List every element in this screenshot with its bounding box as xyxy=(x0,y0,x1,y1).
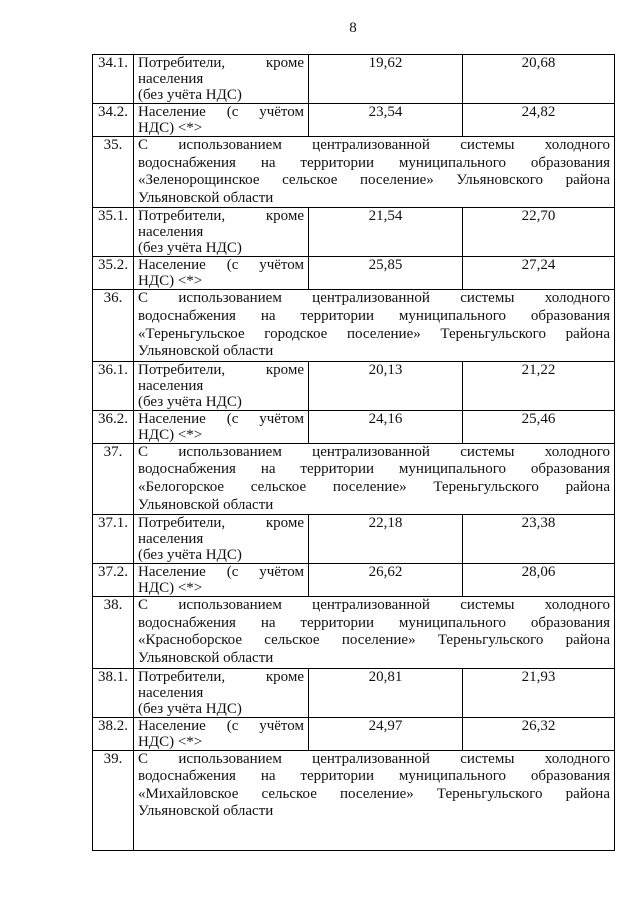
description-line: С использованием централизованной системы холодного xyxy=(138,750,610,767)
description-line: водоснабжения на территории муниципального образования xyxy=(138,307,610,324)
tariff-value-2: 23,38 xyxy=(463,515,615,564)
table-row xyxy=(93,668,615,717)
description-line: Потребители, кроме xyxy=(138,361,304,378)
description-line: «Белогорское сельское поселение» Тереньгульского района xyxy=(138,478,610,495)
description-line: (без учёта НДС) xyxy=(138,700,242,717)
tariff-value-1: 25,85 xyxy=(309,257,463,290)
description-line: НДС) <*> xyxy=(138,733,203,750)
description-line: С использованием централизованной системы холодного xyxy=(138,597,610,614)
section-description xyxy=(134,443,615,514)
description-line: населения xyxy=(138,684,204,701)
description-line: Потребители, кроме xyxy=(138,668,304,685)
description-line: Ульяновской области xyxy=(138,343,274,360)
description-line: Население (с учётом xyxy=(138,257,304,274)
table-row xyxy=(93,717,615,750)
row-number: 37.1. xyxy=(93,515,134,564)
row-description xyxy=(134,55,309,104)
row-number: 36.1. xyxy=(93,361,134,410)
description-line: Население (с учётом xyxy=(138,564,304,581)
tariff-value-2: 28,06 xyxy=(463,564,615,597)
table-row xyxy=(93,208,615,257)
row-description xyxy=(134,208,309,257)
row-description xyxy=(134,257,309,290)
description-line: населения xyxy=(138,531,204,548)
section-number: 36. xyxy=(93,290,134,361)
description-line: Население (с учётом xyxy=(138,104,304,120)
description-line: НДС) <*> xyxy=(138,273,203,290)
description-line: водоснабжения на территории муниципального образования xyxy=(138,154,610,171)
tariff-value-1: 21,54 xyxy=(309,208,463,257)
description-line: населения xyxy=(138,71,204,87)
row-description xyxy=(134,717,309,750)
tariff-value-2: 21,93 xyxy=(463,668,615,717)
tariff-value-2: 27,24 xyxy=(463,257,615,290)
description-line: (без учёта НДС) xyxy=(138,240,242,257)
description-line: Ульяновской области xyxy=(138,496,274,513)
tariff-value-1: 20,13 xyxy=(309,361,463,410)
row-description xyxy=(134,515,309,564)
row-description xyxy=(134,104,309,137)
table-row xyxy=(93,55,615,104)
tariff-value-1: 22,18 xyxy=(309,515,463,564)
row-number: 38.2. xyxy=(93,717,134,750)
description-line: (без учёта НДС) xyxy=(138,393,242,410)
description-line: Ульяновской области xyxy=(138,189,274,206)
description-line: Ульяновской области xyxy=(138,803,274,820)
section-number: 35. xyxy=(93,137,134,208)
table-row xyxy=(93,257,615,290)
tariff-value-2: 26,32 xyxy=(463,717,615,750)
row-number: 36.2. xyxy=(93,410,134,443)
section-number: 38. xyxy=(93,597,134,668)
description-line: НДС) <*> xyxy=(138,426,203,443)
page-number: 8 xyxy=(349,20,357,36)
section-row xyxy=(93,137,615,208)
section-row xyxy=(93,597,615,668)
description-line: (без учёта НДС) xyxy=(138,547,242,564)
description-line: водоснабжения на территории муниципального образования xyxy=(138,768,610,785)
tariff-value-2: 25,46 xyxy=(463,410,615,443)
description-line: Потребители, кроме xyxy=(138,208,304,225)
description-line: Потребители, кроме xyxy=(138,55,304,71)
description-line: С использованием централизованной системы холодного xyxy=(138,137,610,153)
description-line: водоснабжения на территории муниципального образования xyxy=(138,461,610,478)
description-line: Население (с учётом xyxy=(138,717,304,734)
description-line: «Красноборское сельское поселение» Тереньгульского района xyxy=(138,632,610,649)
section-description xyxy=(134,750,615,850)
row-number: 38.1. xyxy=(93,668,134,717)
tariff-value-1: 24,16 xyxy=(309,410,463,443)
row-description xyxy=(134,668,309,717)
section-description xyxy=(134,290,615,361)
description-line: населения xyxy=(138,224,204,241)
row-description xyxy=(134,361,309,410)
row-description xyxy=(134,410,309,443)
description-line: С использованием централизованной системы холодного xyxy=(138,443,610,460)
description-line: водоснабжения на территории муниципального образования xyxy=(138,614,610,631)
section-number: 39. xyxy=(93,750,134,850)
description-line: «Зеленорощинское сельское поселение» Ульяновского района xyxy=(138,172,610,189)
description-line: «Тереньгульское городское поселение» Тереньгульского района xyxy=(138,325,610,342)
description-line: Потребители, кроме xyxy=(138,515,304,532)
row-number: 37.2. xyxy=(93,564,134,597)
description-line: НДС) <*> xyxy=(138,120,203,136)
section-row xyxy=(93,443,615,514)
row-number: 35.1. xyxy=(93,208,134,257)
tariff-value-2: 21,22 xyxy=(463,361,615,410)
table-row xyxy=(93,515,615,564)
tariff-table xyxy=(92,54,615,851)
row-number: 34.2. xyxy=(93,104,134,137)
description-line: НДС) <*> xyxy=(138,580,203,597)
tariff-value-2: 24,82 xyxy=(463,104,615,137)
description-line: (без учёта НДС) xyxy=(138,87,242,103)
description-line: Население (с учётом xyxy=(138,410,304,427)
table-row xyxy=(93,104,615,137)
table-row xyxy=(93,361,615,410)
description-line: «Михайловское сельское поселение» Тереньгульского района xyxy=(138,785,610,802)
tariff-value-1: 24,97 xyxy=(309,717,463,750)
section-number: 37. xyxy=(93,443,134,514)
tariff-value-1: 23,54 xyxy=(309,104,463,137)
table-row xyxy=(93,410,615,443)
tariff-value-2: 20,68 xyxy=(463,55,615,104)
tariff-value-1: 20,81 xyxy=(309,668,463,717)
section-description xyxy=(134,137,615,208)
description-line: С использованием централизованной системы холодного xyxy=(138,290,610,307)
section-row xyxy=(93,290,615,361)
description-line: населения xyxy=(138,377,204,394)
row-number: 34.1. xyxy=(93,55,134,104)
tariff-value-2: 22,70 xyxy=(463,208,615,257)
tariff-value-1: 26,62 xyxy=(309,564,463,597)
table-row xyxy=(93,564,615,597)
row-number: 35.2. xyxy=(93,257,134,290)
section-description xyxy=(134,597,615,668)
description-line: Ульяновской области xyxy=(138,649,274,666)
row-description xyxy=(134,564,309,597)
tariff-value-1: 19,62 xyxy=(309,55,463,104)
section-row xyxy=(93,750,615,850)
